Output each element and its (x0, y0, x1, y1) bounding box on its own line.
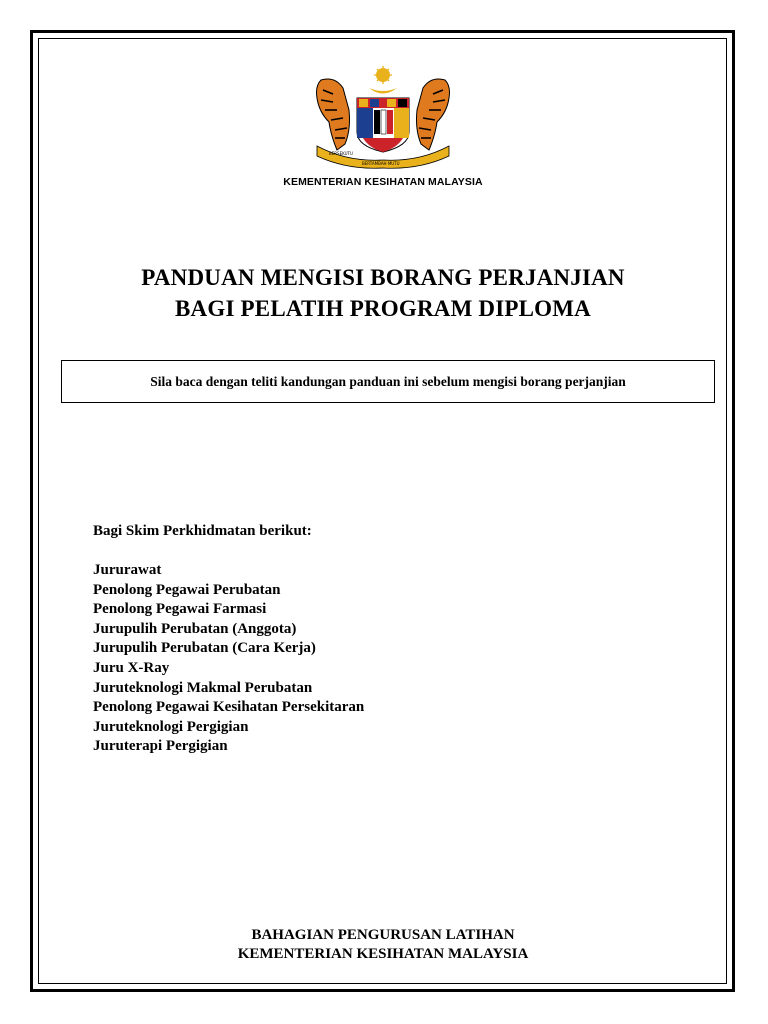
scheme-list (93, 561, 364, 757)
scheme-item: Juruterapi Pergigian (93, 738, 228, 755)
crescent-icon (369, 88, 397, 94)
motto-left-text: BERSEKUTU (329, 151, 353, 156)
shield-icon (357, 98, 409, 152)
notice-text: Sila baca dengan teliti kandungan panduan ini sebelum mengisi borang perjanjian (150, 373, 626, 389)
right-tiger-icon (417, 79, 450, 150)
scheme-item: Juru X-Ray (93, 659, 170, 676)
federal-star-icon (374, 66, 392, 84)
footer-division: BAHAGIAN PENGURUSAN LATIHAN (251, 927, 515, 943)
scheme-item: Penolong Pegawai Farmasi (93, 601, 267, 618)
scheme-item: Juruteknologi Makmal Perubatan (93, 679, 313, 696)
scheme-item: Penolong Pegawai Perubatan (93, 581, 281, 598)
notice-box (61, 360, 715, 403)
left-tiger-icon (317, 79, 350, 150)
scheme-item: Penolong Pegawai Kesihatan Persekitaran (93, 699, 365, 716)
document-title-line-2: BAGI PELATIH PROGRAM DIPLOMA (175, 296, 591, 321)
scheme-item: Jurupulih Perubatan (Anggota) (93, 620, 297, 637)
scheme-intro-heading: Bagi Skim Perkhidmatan berikut: (93, 523, 312, 539)
scheme-item: Juruteknologi Pergigian (93, 718, 249, 735)
ministry-logo-caption: KEMENTERIAN KESIHATAN MALAYSIA (283, 176, 483, 188)
scheme-item: Jururawat (93, 562, 162, 578)
document-title-line-1: PANDUAN MENGISI BORANG PERJANJIAN (141, 265, 625, 290)
coat-of-arms-emblem (307, 66, 459, 170)
motto-right-text: BERTAMBAH MUTU (362, 161, 400, 166)
footer-ministry: KEMENTERIAN KESIHATAN MALAYSIA (237, 946, 529, 962)
scheme-item: Jurupulih Perubatan (Cara Kerja) (93, 640, 316, 657)
